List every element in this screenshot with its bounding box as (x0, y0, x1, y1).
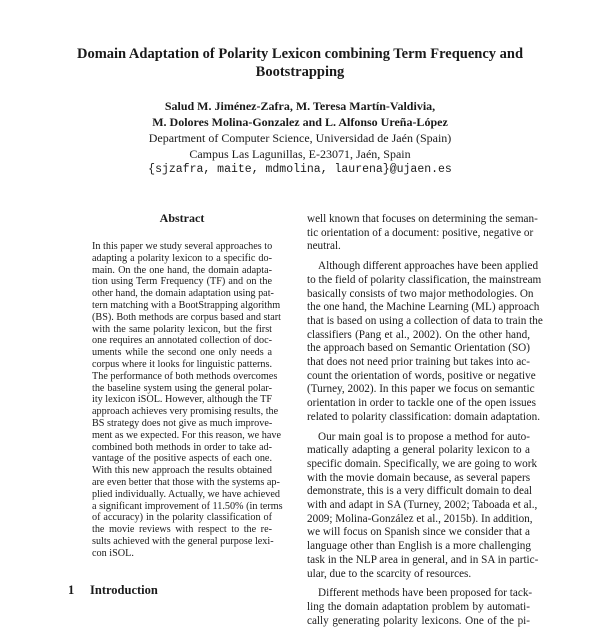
paragraph-line: neutral. (307, 240, 341, 253)
paragraph-line: with the movie domain because, as several papers (307, 471, 531, 484)
paragraph-line: we will focus on Spanish since we consider that a (307, 526, 530, 539)
author-names: Salud M. Jiménez-Zafra, M. Teresa Martín-Valdivia, (164, 99, 436, 113)
section-number: 1 (68, 583, 75, 597)
paragraph-line: Although different approaches have been applied (318, 260, 539, 273)
abstract-line: corpus where it looks for linguistic patterns. (92, 358, 272, 370)
abstract-line: ment as we expected. For this reason, we have (92, 429, 281, 441)
abstract-line: In this paper we study several approaches to (92, 241, 273, 252)
paper-title-line: Domain Adaptation of Polarity Lexicon combining Term Frequency and (76, 46, 524, 62)
abstract-line: approach achieves very promising results, the (92, 406, 279, 418)
paragraph-line: related to polarity classification: domain adaptation. (307, 410, 540, 423)
author-names: M. Dolores Molina-Gonzalez and L. Alfonso Ureña-López (152, 115, 448, 129)
paragraph-line: count the orientation of words, positive or negative (307, 369, 536, 382)
paragraph-line: Our main goal is to propose a method for auto- (318, 430, 530, 443)
abstract-line: vantage of the positive aspects of each one. (92, 453, 272, 465)
paper-title-line: Bootstrapping (255, 64, 345, 80)
abstract-line: ity lexicon iSOL. However, although the TF (92, 394, 272, 406)
abstract-line: other hand, the domain adaptation using pat- (92, 288, 274, 300)
paragraph-line: matically adapting a general polarity lexicon to a (307, 444, 530, 457)
paragraph-line: the one hand, the Machine Learning (ML) approach (307, 301, 540, 314)
paragraph-line: Different methods have been proposed for tack- (318, 587, 533, 600)
abstract-line: tern matching with a BootStrapping algorithm (92, 299, 281, 311)
abstract-line: are even better that those with the systems ap- (92, 476, 280, 488)
abstract-line: (BS). Both methods are corpus based and start (92, 311, 281, 323)
affiliation: Department of Computer Science, Universidad de Jaén (Spain) (148, 131, 452, 145)
paragraph-line: ling the domain adaptation problem by automati- (307, 600, 530, 613)
abstract-line: With this new approach the results obtained (92, 465, 272, 477)
abstract-line: main. On the one hand, the domain adapta- (92, 264, 272, 276)
paragraph-line: that does not need prior training but takes into ac- (307, 356, 530, 369)
paragraph-line: with and adapt in SA (Turney, 2002; Taboada et al., (307, 499, 538, 512)
abstract-line: the movie reviews with respect to the re- (92, 524, 272, 536)
paragraph-line: language other than English is a more challenging (307, 540, 531, 553)
section-heading-introduction (68, 583, 158, 598)
abstract-line: tion using Term Frequency (TF) and on the (92, 276, 272, 288)
paragraph (307, 213, 538, 254)
abstract-body (92, 241, 283, 560)
paragraph-line: orientation in order to tackle one of the open issues (307, 397, 536, 410)
abstract-line: with the same polarity lexicon, but the first (92, 323, 272, 335)
paragraph-line: that is based on using a collection of data to train the (307, 314, 543, 327)
abstract-line: the baseline system using the general polar- (92, 382, 272, 394)
right-column-body (307, 213, 543, 634)
author-emails: {sjzafra, maite, mdmolina, laurena}@ujaen.es (148, 163, 452, 176)
paragraph-line: cally generating polarity lexicons. One of the pi- (307, 614, 530, 627)
abstract-line: one requires an annotated collection of doc- (92, 335, 272, 347)
abstract-line: BS strategy does not give as much improve- (92, 417, 273, 429)
abstract-line: a significant improvement of 11.50% (in terms (92, 500, 283, 512)
paragraph-line: ular, due to the scarcity of resources. (307, 567, 472, 580)
abstract-line: plied individually. Actually, we have achieved (92, 488, 280, 500)
paragraph (307, 430, 539, 582)
paragraph-line: tic orientation of a document: positive, negative or (307, 226, 534, 239)
paragraph-line: task in the NLP area in general, and in SA in partic- (307, 553, 539, 566)
abstract-line: adapting a polarity lexicon to a specific do- (92, 252, 272, 264)
paragraph-line: the approach based on Semantic Orientation (SO) (307, 342, 530, 355)
author-block (40, 98, 560, 178)
paragraph-line: 2009; Molina-González et al., 2015b). In addition, (307, 512, 533, 525)
abstract-heading: Abstract (159, 211, 205, 225)
paragraph-line: demonstrate, this is a very difficult domain to deal (307, 485, 533, 498)
affiliation-address: Campus Las Lagunillas, E-23071, Jaén, Spain (189, 147, 411, 161)
paragraph (307, 260, 543, 424)
paragraph-line: (Turney, 2002). In this paper we focus on semantic (307, 383, 535, 396)
paragraph (307, 587, 533, 628)
paragraph-line: specific domain. Specifically, we are going to work (307, 457, 538, 470)
abstract-line: con iSOL. (92, 547, 134, 559)
abstract-line: uments while the second one only needs a (92, 347, 272, 359)
abstract-line: of accuracy) in the polarity classification of (92, 512, 272, 524)
abstract-line: sults achieved with the general purpose lexi- (92, 535, 274, 547)
abstract-line: The performance of both methods overcomes (92, 370, 278, 382)
paragraph-line: to the field of polarity classification, the mainstream (307, 273, 542, 286)
abstract-line: combined both methods in order to take ad- (92, 441, 272, 453)
paragraph-line: well known that focuses on determining the seman- (307, 213, 538, 225)
paper-title (40, 45, 560, 81)
section-title: Introduction (90, 583, 158, 597)
paragraph-line: classifiers (Pang et al., 2002). On the other hand, (307, 328, 530, 341)
paragraph-line: basically consists of two major methodologies. On (307, 287, 534, 300)
